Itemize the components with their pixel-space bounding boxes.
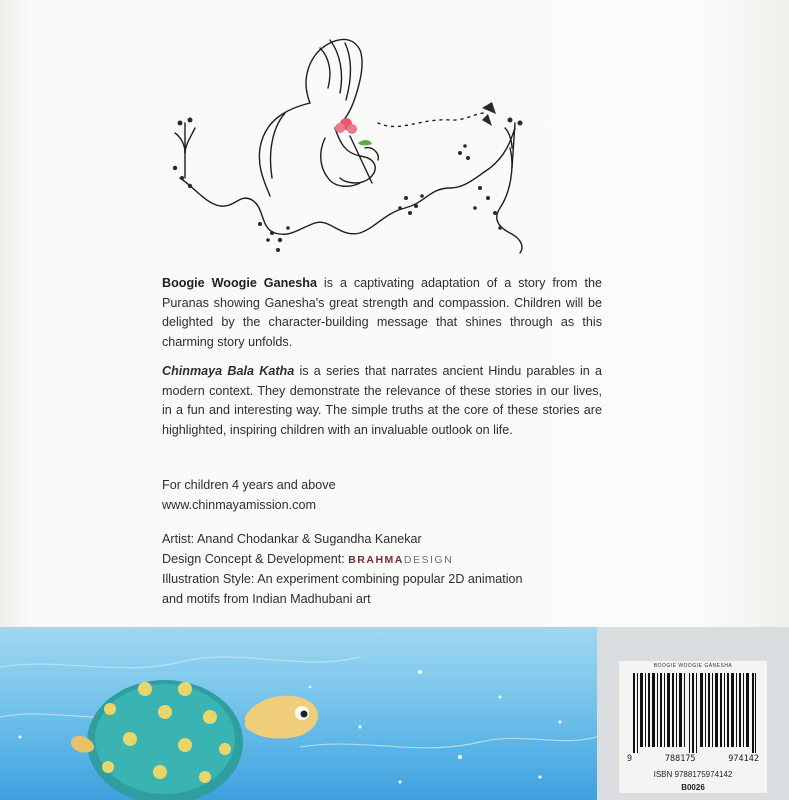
illustration-style-line-1: Illustration Style: An experiment combining popular 2D animation xyxy=(162,572,523,586)
book-description-text: is a captivating adaptation of a story from the Puranas showing Ganesha's great strength and compassion. Children will be delighted by the character-building message that shines through as this charming story unfolds. xyxy=(162,276,602,349)
barcode-title: BOOGIE WOOGIE GANESHA xyxy=(653,663,733,669)
series-description-text: is a series that narrates ancient Hindu parables in a modern context. They demonstrate the relevance of these stories in our lives, in a fun and interesting way. The simple truths at the core of these stories are highlighted, inspiring children with an invaluable outlook on life. xyxy=(162,364,602,437)
ocean-illustration xyxy=(0,627,597,800)
brahma-design-logo: BRAHMADESIGN xyxy=(348,553,454,566)
artist-credit: Artist: Anand Chodankar & Sugandha Kanekar xyxy=(162,532,422,546)
design-credit-label: Design Concept & Development: xyxy=(162,551,349,566)
series-description xyxy=(162,362,602,440)
turtle-scene xyxy=(0,627,597,800)
line-illustration xyxy=(160,28,540,258)
barcode-label xyxy=(619,661,767,793)
book-info xyxy=(162,476,602,515)
barcode-icon xyxy=(633,673,757,753)
barcode-panel xyxy=(597,627,789,800)
age-range: For children 4 years and above xyxy=(162,478,336,492)
butterfly-icon xyxy=(482,102,496,126)
book-title: Boogie Woogie Ganesha xyxy=(162,276,317,290)
series-title: Chinmaya Bala Katha xyxy=(162,364,295,378)
illustration-style-line-2: and motifs from Indian Madhubani art xyxy=(162,591,371,606)
design-credit xyxy=(162,550,602,571)
product-code: B0026 xyxy=(681,783,705,792)
website-link: www.chinmayamission.com xyxy=(162,497,316,512)
barcode-digits: 9 788175 974142 xyxy=(627,754,759,764)
credits xyxy=(162,530,602,609)
isbn-number: ISBN 9788175974142 xyxy=(653,770,733,779)
book-description xyxy=(162,274,602,352)
